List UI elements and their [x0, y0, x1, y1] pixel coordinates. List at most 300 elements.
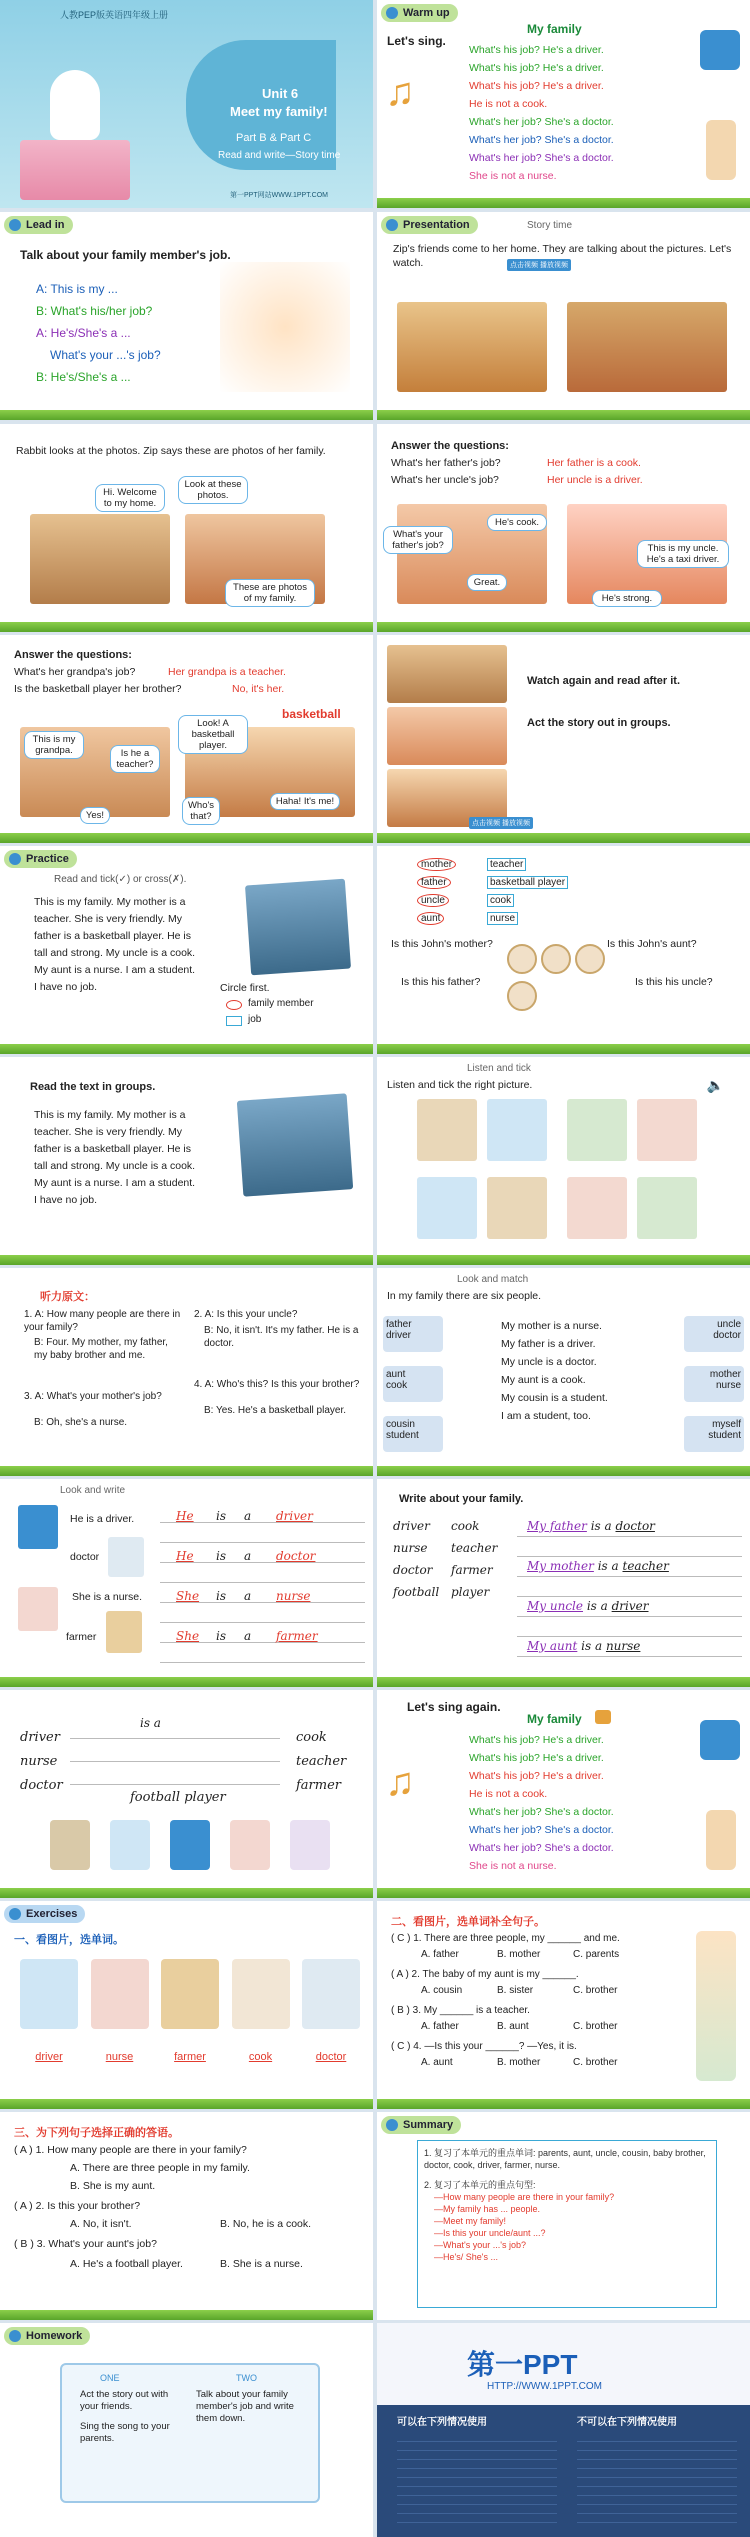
use-disallowed: 不可以在下列情况使用 [577, 2417, 677, 2428]
match-sentence: I am a student, too. [501, 1410, 591, 1422]
card-word: nurse [715, 1380, 741, 1391]
cook-image [232, 1959, 290, 2029]
member-word: aunt [417, 912, 444, 925]
card-word: student [708, 1430, 741, 1441]
listen-title: Listen and tick [467, 1063, 531, 1074]
text-line: teacher. She is very friendly. My [34, 913, 183, 925]
song-line: What's her job? She's a doctor. [469, 116, 614, 128]
match-sentence: My father is a driver. [501, 1338, 596, 1350]
card-word: mother [709, 1369, 741, 1380]
speech-bubble: What's your father's job? [383, 526, 453, 554]
option[interactable]: A. He's a football player. [70, 2258, 183, 2270]
slide-practice[interactable] [0, 846, 373, 1054]
word-bank-item: football player [130, 1790, 226, 1805]
script-title: 听力原文： [40, 1291, 95, 1303]
option[interactable]: C. brother [573, 2057, 618, 2068]
match-left-card[interactable] [383, 1316, 443, 1352]
option[interactable]: A. No, it isn't. [70, 2218, 132, 2230]
circle-key-icon [226, 1000, 242, 1010]
choice-image[interactable] [637, 1177, 697, 1239]
option[interactable]: A. There are three people in my family. [70, 2162, 250, 2174]
word-bank-item: teacher [451, 1541, 498, 1555]
slide-read-groups[interactable] [0, 1057, 373, 1265]
song-title: My family [527, 1712, 582, 1726]
slide-tick-questions[interactable] [377, 846, 750, 1054]
slide-homework[interactable] [0, 2323, 373, 2537]
slide-answer-2[interactable] [0, 635, 373, 843]
option[interactable]: B. sister [497, 1985, 534, 1996]
slide-presentation[interactable] [377, 212, 750, 420]
written-word: is [216, 1509, 226, 1523]
answer-word: doctor [315, 2051, 347, 2063]
answer-word: driver [35, 2051, 63, 2063]
option[interactable]: C. parents [573, 1949, 620, 1960]
farmer-image [50, 1820, 90, 1870]
answer: Her uncle is a driver. [547, 474, 643, 486]
script-item: 2. A: Is this your uncle? [194, 1309, 298, 1320]
card-word: cousin [386, 1419, 415, 1430]
option[interactable]: A. father [421, 2021, 459, 2032]
match-sentence: My cousin is a student. [501, 1392, 608, 1404]
card-word: driver [386, 1330, 412, 1341]
option[interactable]: A. aunt [421, 2057, 453, 2068]
exercises-tag: Exercises [4, 1905, 85, 1923]
card-word: doctor [713, 1330, 741, 1341]
word-bank-item: nurse [393, 1541, 428, 1555]
dialogue-line: What's your ...'s job? [50, 348, 161, 362]
key-label: family member [248, 998, 314, 1009]
family-photo [245, 879, 351, 976]
card-word: myself [712, 1419, 741, 1430]
answer: Her grandpa is a teacher. [168, 666, 286, 678]
written-word: is a [581, 1639, 603, 1653]
option[interactable]: C. brother [573, 1985, 618, 1996]
answer: No, it's her. [232, 683, 285, 695]
slide-summary[interactable] [377, 2112, 750, 2320]
song-line: What's his job? He's a driver. [469, 44, 604, 56]
summary-point: 2. 复习了本单元的重点句型: [424, 2180, 536, 2190]
text-line: My aunt is a nurse. I am a student. [34, 1177, 196, 1189]
silhouette-icon [541, 944, 571, 974]
grass-decoration [377, 1888, 750, 1898]
card-word: cook [386, 1380, 408, 1391]
slide-listen-tick[interactable] [377, 1057, 750, 1265]
song-line: She is not a nurse. [469, 1860, 557, 1872]
grass-decoration [0, 1255, 373, 1265]
play-video-button[interactable]: 点击视频 播放视频 [469, 817, 533, 829]
caption: He is a driver. [70, 1513, 135, 1525]
slide-exercise-2[interactable] [377, 1901, 750, 2109]
driver-image [18, 1505, 58, 1549]
practice-tag: Practice [4, 850, 77, 868]
speaker-icon[interactable]: 🔈 [706, 1077, 724, 1093]
slide-exercise-3[interactable] [0, 2112, 373, 2320]
job-characters-image [220, 262, 350, 392]
option[interactable]: A. father [421, 1949, 459, 1960]
word-bank-item: cook [451, 1519, 480, 1533]
slide-ad[interactable] [377, 2323, 750, 2537]
grass-decoration [377, 1466, 750, 1476]
groups-heading: Read the text in groups. [30, 1081, 156, 1093]
speech-bubble: Great. [467, 574, 507, 591]
option[interactable]: B. She is a nurse. [220, 2258, 303, 2270]
writing-lines [70, 1716, 280, 1786]
answer-word: nurse [105, 2051, 134, 2063]
story-thumb [387, 645, 507, 703]
job-word: basketball player [487, 876, 568, 889]
script-item: B: Four. My mother, my father, my baby brother and me. [34, 1337, 168, 1361]
dialogue-line: A: This is my ... [36, 282, 118, 296]
song-line: What's his job? He's a driver. [469, 1770, 604, 1782]
slide-look-write[interactable] [0, 1479, 373, 1687]
basketball-label: basketball [282, 707, 341, 721]
text-line: father is a basketball player. He is [34, 1143, 191, 1155]
question: What's her grandpa's job? [14, 666, 136, 678]
text-line: This is my family. My mother is a [34, 1109, 186, 1121]
match-right-card[interactable] [684, 1316, 744, 1352]
exercise-item: ( B ) 3. What's your aunt's job? [14, 2238, 157, 2250]
circle-first: Circle first. [220, 982, 270, 994]
word-bank-item: teacher [296, 1754, 347, 1769]
song-line: What's her job? She's a doctor. [469, 1824, 614, 1836]
grass-decoration [0, 2099, 373, 2109]
grass-decoration [377, 1677, 750, 1687]
song-line: What's his job? He's a driver. [469, 1752, 604, 1764]
member-word: mother [417, 858, 456, 871]
slide-listening-script[interactable] [0, 1268, 373, 1476]
ex1-heading: 一、看图片，选单词。 [14, 1934, 124, 1946]
answer-heading: Answer the questions: [391, 440, 509, 452]
written-member: My mother [527, 1559, 594, 1573]
match-right-card[interactable] [684, 1416, 744, 1452]
warmup-tag: Warm up [381, 4, 458, 22]
music-notes-icon: ♫ [385, 1760, 415, 1804]
silhouette-icon [575, 944, 605, 974]
speech-bubble: Hi. Welcome to my home. [95, 484, 165, 512]
truck-driver-image [20, 1959, 78, 2029]
speech-bubble: This is my uncle. He's a taxi driver. [637, 540, 729, 568]
exercise-item: ( C ) 4. —Is this your ______? —Yes, it is. [391, 2041, 577, 2052]
word-bank-item: player [451, 1585, 490, 1599]
written-word: is a [590, 1519, 612, 1533]
writefam-heading: Write about your family. [399, 1493, 524, 1505]
member-word: uncle [417, 894, 449, 907]
song-line: What's his job? He's a driver. [469, 1734, 604, 1746]
teacher-image [290, 1820, 330, 1870]
speech-bubble: Look! A basketball player. [178, 715, 248, 754]
football-player-image [110, 1820, 150, 1870]
choice-image[interactable] [567, 1177, 627, 1239]
written-word: is a [597, 1559, 619, 1573]
text-line: tall and strong. My uncle is a cook. [34, 947, 196, 959]
summary-point: 1. 复习了本单元的重点单词: parents, aunt, uncle, cousin, baby brother, doctor, cook, driver, farmer, nurse. [424, 2148, 706, 2170]
choice-image[interactable] [567, 1099, 627, 1161]
text-line: teacher. She is very friendly. My [34, 1126, 183, 1138]
option[interactable]: B. aunt [497, 2021, 529, 2032]
speech-bubble: These are photos of my family. [225, 579, 315, 607]
written-member: My father [527, 1519, 587, 1533]
option[interactable]: B. mother [497, 1949, 541, 1960]
text-line: father is a basketball player. He is [34, 930, 191, 942]
answer-word: farmer [174, 2051, 206, 2063]
written-word: farmer [276, 1629, 318, 1643]
written-member: My uncle [527, 1599, 583, 1613]
box-key-icon [226, 1016, 242, 1026]
homework-item: Talk about your family member's job and write them down. [196, 2389, 294, 2424]
option[interactable]: B. No, he is a cook. [220, 2218, 312, 2230]
word-bank-item: driver [20, 1730, 60, 1745]
written-word: He [176, 1549, 194, 1563]
nurse-image [91, 1959, 149, 2029]
books-stack-image [20, 140, 130, 200]
grass-decoration [0, 1466, 373, 1476]
family-illustrations [696, 1931, 736, 2081]
two-label: TWO [236, 2373, 257, 2383]
nurse-image [230, 1820, 270, 1870]
song-line: What's her job? She's a doctor. [469, 1806, 614, 1818]
answer: Her father is a cook. [547, 457, 641, 469]
word-bank-item: cook [296, 1730, 327, 1745]
story-thumb [387, 707, 507, 765]
silhouette-icon [507, 944, 537, 974]
written-word: a [244, 1629, 252, 1643]
job-word: nurse [487, 912, 518, 925]
slide-blank-writing[interactable] [0, 1690, 373, 1898]
doctor-image [302, 1959, 360, 2029]
speech-bubble: He's cook. [487, 514, 547, 531]
grass-decoration [0, 1888, 373, 1898]
song-line: What's her job? She's a doctor. [469, 1842, 614, 1854]
written-word: She [176, 1629, 200, 1643]
logo: 第一PPT [467, 2349, 578, 2380]
option[interactable]: C. brother [573, 2021, 618, 2032]
homework-item: Sing the song to your parents. [80, 2421, 170, 2444]
slide-exercise-1[interactable] [0, 1901, 373, 2109]
slide-write-family[interactable] [377, 1479, 750, 1687]
doctor-image [706, 1810, 736, 1870]
lets-sing: Let's sing. [387, 34, 446, 48]
match-subtitle: In my family there are six people. [387, 1290, 542, 1302]
speech-bubble: Who's that? [182, 797, 220, 825]
grass-decoration [0, 833, 373, 843]
blank-mid: is a [140, 1716, 161, 1730]
story-image [30, 514, 170, 604]
script-item: 4. A: Who's this? Is this your brother? [194, 1379, 360, 1390]
grass-decoration [377, 1255, 750, 1265]
act-instruction: Act the story out in groups. [527, 717, 671, 729]
exercise-item: ( A ) 2. The baby of my aunt is my ______. [391, 1969, 579, 1980]
written-word: is [216, 1549, 226, 1563]
link-list[interactable] [397, 2433, 557, 2523]
story-image [567, 302, 727, 392]
speech-bubble: Is he a teacher? [110, 745, 160, 773]
nurse-image [18, 1587, 58, 1631]
slide-cover[interactable] [0, 0, 373, 208]
choice-image[interactable] [487, 1177, 547, 1239]
exercise-item: ( C ) 1. There are three people, my ______ and me. [391, 1933, 620, 1944]
presentation-tag: Presentation [381, 216, 478, 234]
summary-sentence: —Is this your uncle/aunt ...? [434, 2228, 546, 2238]
written-job: nurse [605, 1639, 641, 1653]
slide-watch-again[interactable] [377, 635, 750, 843]
summary-sentence: —He's/ She's ... [434, 2252, 498, 2262]
written-word: a [244, 1509, 252, 1523]
driver-image [700, 30, 740, 70]
job-word: cook [487, 894, 514, 907]
listen-instruction: Listen and tick the right picture. [387, 1079, 533, 1091]
unit-label: Unit 6 [262, 86, 299, 101]
driver-image [700, 1720, 740, 1760]
song-title: My family [527, 22, 582, 36]
speech-bubble: This is my grandpa. [24, 731, 84, 759]
cover-footer: 第一PPT网站WWW.1PPT.COM [230, 192, 328, 199]
job-word: teacher [487, 858, 526, 871]
tick-question: Is this John's aunt? [607, 938, 697, 950]
cover-subtitle: Read and write—Story time [218, 150, 341, 161]
exercise-item: ( A ) 2. Is this your brother? [14, 2200, 141, 2212]
card-word: aunt [386, 1369, 406, 1380]
written-job: doctor [615, 1519, 655, 1533]
video-icon[interactable] [595, 1710, 611, 1724]
word-bank-item: farmer [451, 1563, 493, 1577]
job-icons-row [40, 1820, 340, 1880]
written-word: a [244, 1589, 252, 1603]
word-bank-item: football [393, 1585, 440, 1599]
written-word: is [216, 1589, 226, 1603]
story-time-label: Story time [527, 220, 573, 231]
leadin-tag: Lead in [4, 216, 73, 234]
story-image [397, 302, 547, 392]
choice-image[interactable] [487, 1099, 547, 1161]
lets-sing-again: Let's sing again. [407, 1700, 501, 1714]
ex1-answers [20, 2051, 360, 2063]
song-line: What's his job? He's a driver. [469, 62, 604, 74]
card-word: uncle [717, 1319, 741, 1330]
homework-tag: Homework [4, 2327, 90, 2345]
slide-rabbit-story[interactable] [0, 424, 373, 632]
song-line: What's her job? She's a doctor. [469, 134, 614, 146]
match-left-card[interactable] [383, 1416, 443, 1452]
rabbit-reading-image [50, 70, 100, 140]
play-video-button[interactable]: 点击视频 播放视频 [507, 259, 571, 271]
watch-instruction: Watch again and read after it. [527, 675, 681, 687]
written-member: My aunt [527, 1639, 578, 1653]
question: What's her father's job? [391, 457, 501, 469]
answer-heading: Answer the questions: [14, 649, 132, 661]
speech-bubble: Haha! It's me! [270, 793, 340, 810]
song-line: He is not a cook. [469, 98, 548, 110]
option[interactable]: B. mother [497, 2057, 541, 2068]
homework-item: Act the story out with your friends. [80, 2389, 169, 2412]
script-item: 1. A: How many people are there in your family? [24, 1309, 181, 1333]
text-line: I have no job. [34, 1194, 98, 1206]
speech-bubble: Look at these photos. [178, 476, 248, 504]
dialogue-line: B: He's/She's a ... [36, 370, 131, 384]
script-item: 3. A: What's your mother's job? [24, 1391, 162, 1402]
choice-image[interactable] [417, 1177, 477, 1239]
lookwrite-title: Look and write [60, 1485, 126, 1496]
dialogue-line: B: What's his/her job? [36, 304, 153, 318]
part-label: Part B & Part C [236, 132, 312, 144]
doctor-image [706, 120, 736, 180]
summary-tag: Summary [381, 2116, 461, 2134]
choice-image[interactable] [637, 1099, 697, 1161]
written-word: a [244, 1549, 252, 1563]
summary-sentence: —How many people are there in your family? [434, 2192, 615, 2202]
match-sentence: My uncle is a doctor. [501, 1356, 597, 1368]
rabbit-text: Rabbit looks at the photos. Zip says these are photos of her family. [16, 445, 326, 457]
slide-sing-again[interactable] [377, 1690, 750, 1898]
speech-bubble: He's strong. [592, 590, 662, 607]
script-item: B: Oh, she's a nurse. [34, 1417, 128, 1428]
option[interactable]: B. She is my aunt. [70, 2180, 156, 2192]
grass-decoration [377, 622, 750, 632]
match-right-card[interactable] [684, 1366, 744, 1402]
cover-title: Meet my family! [230, 104, 328, 119]
publisher: 人教PEP版英语四年级上册 [60, 10, 169, 20]
song-line: What's his job? He's a driver. [469, 80, 604, 92]
match-left-card[interactable] [383, 1366, 443, 1402]
choice-image[interactable] [417, 1099, 477, 1161]
slide-leadin[interactable] [0, 212, 373, 420]
card-word: student [386, 1430, 419, 1441]
grass-decoration [0, 1677, 373, 1687]
dialogue-line: A: He's/She's a ... [36, 326, 131, 340]
summary-sentence: —What's your ...'s job? [434, 2240, 526, 2250]
match-sentence: My mother is a nurse. [501, 1320, 602, 1332]
driver-image [170, 1820, 210, 1870]
leadin-question: Talk about your family member's job. [20, 248, 231, 262]
slide-look-match[interactable] [377, 1268, 750, 1476]
key-label: job [248, 1014, 262, 1025]
caption: She is a nurse. [72, 1591, 143, 1603]
member-word: father [417, 876, 451, 889]
farmer-image [161, 1959, 219, 2029]
music-notes-icon: ♫ [385, 70, 415, 114]
song-line: He is not a cook. [469, 1788, 548, 1800]
grass-decoration [377, 410, 750, 420]
link-list[interactable] [577, 2433, 737, 2523]
grass-decoration [0, 2310, 373, 2320]
word-bank-item: driver [393, 1519, 430, 1533]
option[interactable]: A. cousin [421, 1985, 463, 1996]
use-allowed: 可以在下列情况使用 [397, 2417, 487, 2428]
written-word: is a [586, 1599, 608, 1613]
exercise-item: ( B ) 3. My ______ is a teacher. [391, 2005, 530, 2016]
site-url[interactable]: HTTP://WWW.1PPT.COM [487, 2381, 602, 2392]
written-job: driver [611, 1599, 649, 1613]
slide-warmup[interactable] [377, 0, 750, 208]
ex3-heading: 三、为下列句子选择正确的答语。 [14, 2127, 179, 2139]
practice-title: Read and tick(✓) or cross(✗). [54, 874, 187, 885]
song-line: She is not a nurse. [469, 170, 557, 182]
family-photo [237, 1093, 353, 1196]
grass-decoration [377, 833, 750, 843]
slide-answer-1[interactable] [377, 424, 750, 632]
question: Is the basketball player her brother? [14, 683, 182, 695]
written-job: teacher [622, 1559, 669, 1573]
silhouette-icon [507, 981, 537, 1011]
match-sentence: My aunt is a cook. [501, 1374, 586, 1386]
grass-decoration [377, 2099, 750, 2109]
tick-question: Is this his uncle? [635, 976, 713, 988]
question: What's her uncle's job? [391, 474, 499, 486]
answer-word: cook [248, 2051, 273, 2063]
word-bank-item: doctor [393, 1563, 433, 1577]
grass-decoration [0, 1044, 373, 1054]
text-line: My aunt is a nurse. I am a student. [34, 964, 196, 976]
match-title: Look and match [457, 1274, 529, 1285]
